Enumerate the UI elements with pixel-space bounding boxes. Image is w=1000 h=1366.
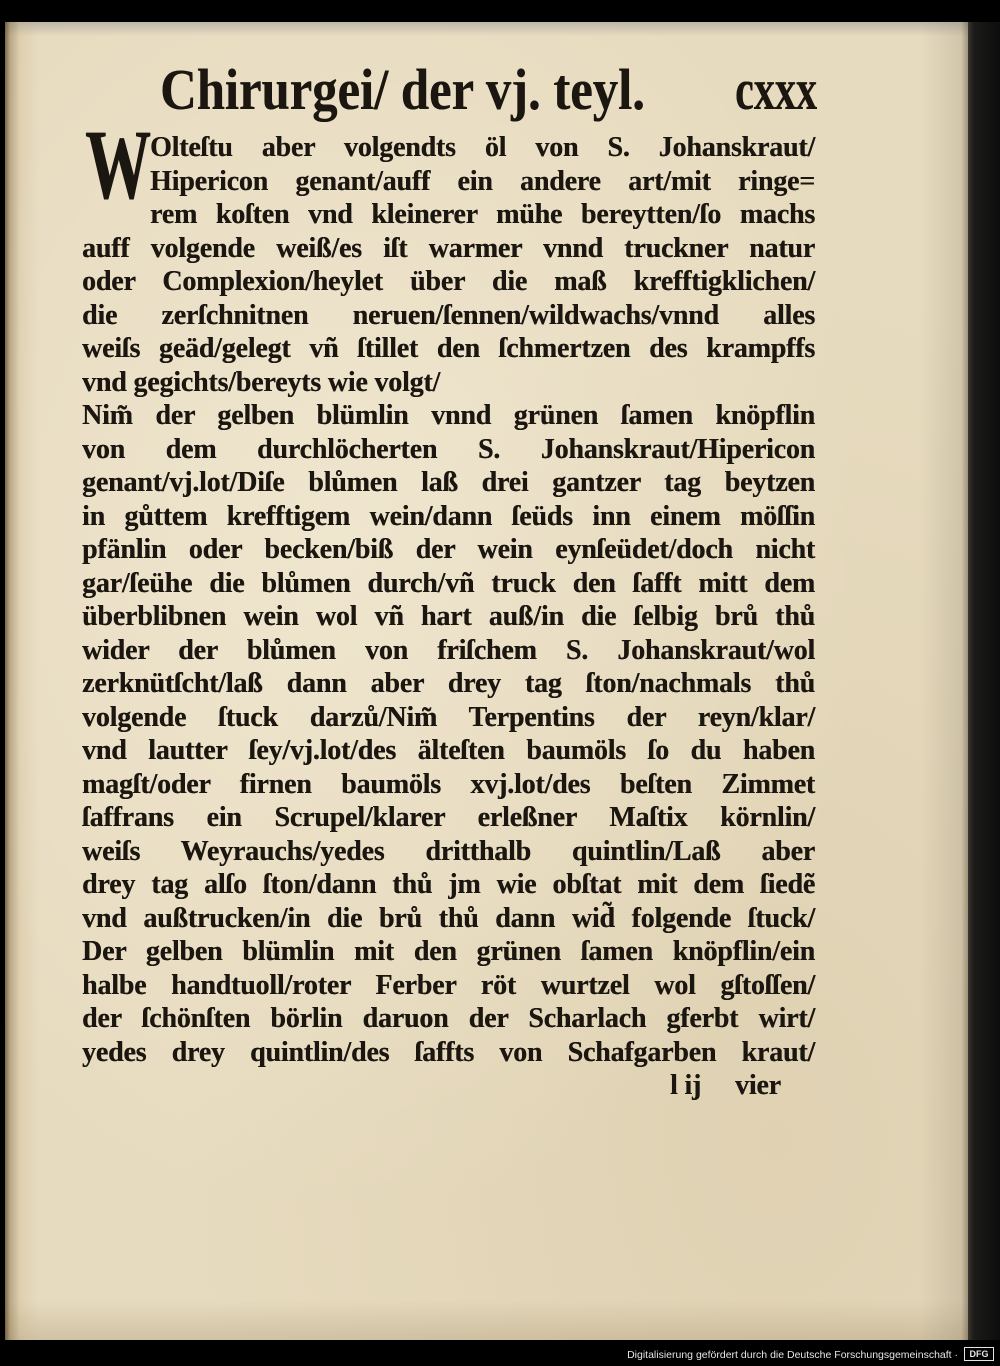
text-line: drey tag alſo ſton/dann thů jm wie obſtat mit dem ſiedẽ: [82, 869, 815, 900]
text-line: oder Complexion/heylet über die maß krefftigklichen/: [82, 266, 815, 297]
body-text: [82, 131, 815, 1103]
book-page: [5, 22, 968, 1340]
text-line: rem koſten vnd kleinerer mühe bereytten/ſo machs: [150, 199, 815, 230]
catchword-line: [82, 1069, 815, 1103]
text-line: weiſs Weyrauchs/yedes dritthalb quintlin/Laß aber: [82, 835, 815, 867]
text-line: volgende ſtuck darzů/Nim̃ Terpentins der reyn/klar/: [82, 701, 815, 733]
text-line: weiſs geäd/gelegt vñ ſtillet den ſchmertzen des krampffs: [82, 333, 815, 364]
text-line: Hipericon genant/auff ein andere art/mit ringe=: [150, 165, 815, 197]
text-line: in gůttem krefftigem wein/dann ſeüds inn einem möſſin: [82, 500, 815, 532]
text-line: überblibnen wein wol vñ hart auß/in die ſelbig brů thů: [82, 601, 815, 632]
text-line: magſt/oder firnen baumöls xvj.lot/des beſten Zimmet: [82, 768, 815, 800]
running-head-title: Chirurgei/ der vj. teyl.: [160, 57, 645, 122]
text-line: genant/vj.lot/Diſe blůmen laß drei gantzer tag beytzen: [82, 467, 815, 498]
text-line: die zerſchnitnen neruen/ſennen/wildwachs/vnnd alles: [82, 299, 815, 331]
text-line: pfänlin oder becken/biß der wein eynſeüdet/doch nicht: [82, 534, 815, 565]
footer-bar: [0, 1342, 1000, 1366]
text-line: gar/ſeühe die blůmen durch/vñ truck den ſafft mitt dem: [82, 567, 815, 599]
text-line: yedes drey quintlin/des ſaffts von Schafgarben kraut/: [82, 1036, 815, 1068]
text-line: Olteſtu aber volgendts öl von S. Johanskraut/: [150, 132, 815, 163]
text-line: vnd lautter ſey/vj.lot/des älteſten baumöls ſo du haben: [82, 735, 815, 766]
catchword: vier: [735, 1070, 781, 1101]
signature-mark: l ij: [670, 1070, 702, 1101]
text-line: halbe handtuoll/roter Ferber röt wurtzel wol gſtoſſen/: [82, 969, 815, 1001]
text-line: ſaffrans ein Scrupel/klarer erleßner Maſtix körnlin/: [82, 802, 815, 833]
text-line: auff volgende weiß/es iſt warmer vnnd truckner natur: [82, 232, 815, 264]
text-line: zerknütſcht/laß dann aber drey tag ſton/nachmals thů: [82, 668, 815, 699]
folio-number: cxxx: [735, 57, 817, 122]
text-line: wider der blůmen von friſchem S. Johanskraut/wol: [82, 634, 815, 666]
text-line: von dem durchlöcherten S. Johanskraut/Hipericon: [82, 433, 815, 465]
text-line: Nim̃ der gelben blümlin vnnd grünen ſamen knöpflin: [82, 400, 815, 431]
dfg-logo: DFG: [964, 1347, 994, 1361]
drop-cap-initial: W: [85, 109, 151, 220]
text-line: vnd gegichts/bereyts wie volgt/: [82, 366, 441, 398]
text-line: Der gelben blümlin mit den grünen ſamen knöpflin/ein: [82, 936, 815, 967]
funding-credit: Digitalisierung gefördert durch die Deutsche Forschungsgemeinschaft ·: [627, 1349, 958, 1361]
text-line: der ſchönſten börlin daruon der Scharlach gferbt wirt/: [82, 1003, 815, 1034]
scan-border-shadow: [968, 22, 1000, 1340]
text-line: vnd außtrucken/in die brů thů dann wid̃ folgende ſtuck/: [82, 902, 815, 934]
